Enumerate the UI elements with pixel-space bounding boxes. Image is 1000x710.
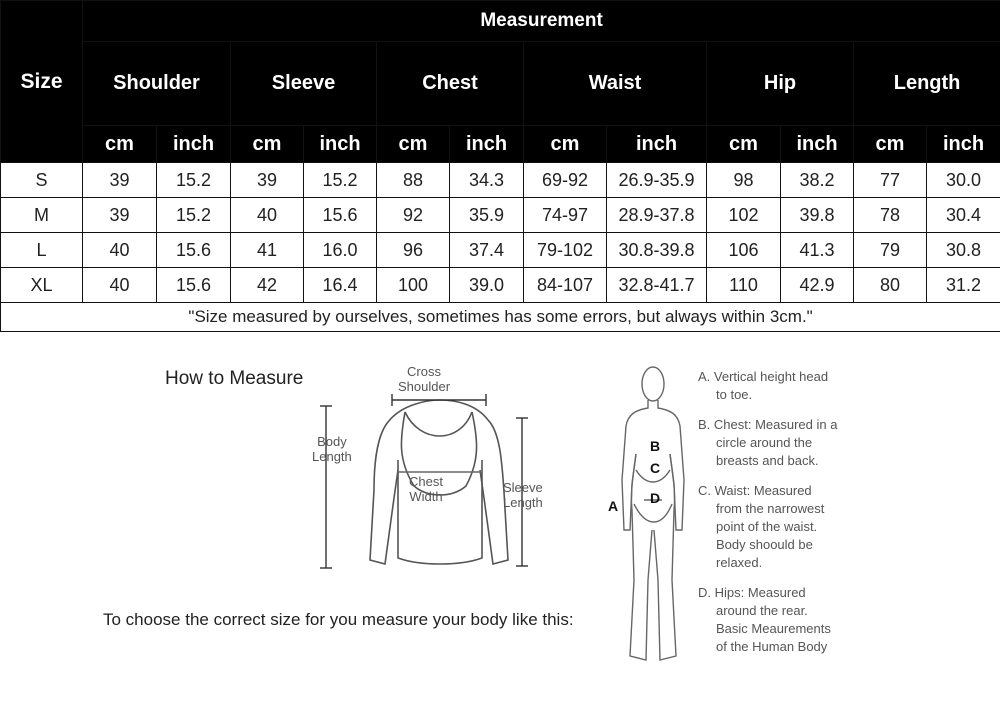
table-cell: 35.9 — [450, 198, 524, 233]
choose-size-text: To choose the correct size for you measure your body like this: — [103, 610, 574, 629]
table-cell: 15.2 — [157, 163, 231, 198]
size-cell: M — [1, 198, 83, 233]
note-b: B. Chest: Measured in a circle around the breasts and back. — [698, 417, 838, 468]
note-c: C. Waist: Measured from the narrowest point of the waist. Body shoould be relaxed. — [698, 483, 825, 570]
table-cell: 40 — [83, 233, 157, 268]
letter-c: C — [650, 460, 661, 476]
group-header-hip: Hip — [707, 42, 854, 126]
table-cell: 96 — [377, 233, 450, 268]
cross-shoulder-label: Cross Shoulder — [398, 364, 451, 394]
group-header-length: Length — [854, 42, 1000, 126]
unit-header-inch: inch — [450, 126, 524, 163]
table-cell: 15.6 — [304, 198, 377, 233]
table-note: "Size measured by ourselves, sometimes has some errors, but always within 3cm." — [1, 303, 1000, 332]
table-cell: 30.4 — [927, 198, 1000, 233]
size-cell: L — [1, 233, 83, 268]
table-cell: 32.8-41.7 — [607, 268, 707, 303]
table-cell: 40 — [83, 268, 157, 303]
table-cell: 102 — [707, 198, 781, 233]
table-cell: 15.2 — [304, 163, 377, 198]
table-cell: 39.0 — [450, 268, 524, 303]
table-cell: 39.8 — [781, 198, 854, 233]
table-cell: 39 — [231, 163, 304, 198]
table-cell: 41 — [231, 233, 304, 268]
table-row — [1, 268, 1000, 303]
table-cell: 84-107 — [524, 268, 607, 303]
table-cell: 30.8-39.8 — [607, 233, 707, 268]
chest-width-label: Chest Width — [409, 474, 443, 504]
sleeve-length-label: Sleeve Length — [503, 480, 543, 510]
table-cell: 80 — [854, 268, 927, 303]
table-cell: 74-97 — [524, 198, 607, 233]
letter-a: A — [608, 498, 619, 514]
table-cell: 30.0 — [927, 163, 1000, 198]
table-cell: 39 — [83, 198, 157, 233]
table-cell: 39 — [83, 163, 157, 198]
unit-header-cm: cm — [707, 126, 781, 163]
unit-header-cm: cm — [524, 126, 607, 163]
size-header: Size — [1, 1, 83, 163]
table-cell: 31.2 — [927, 268, 1000, 303]
size-cell: XL — [1, 268, 83, 303]
unit-header-cm: cm — [231, 126, 304, 163]
table-cell: 79-102 — [524, 233, 607, 268]
table-cell: 100 — [377, 268, 450, 303]
table-cell: 79 — [854, 233, 927, 268]
table-cell: 28.9-37.8 — [607, 198, 707, 233]
table-cell: 106 — [707, 233, 781, 268]
unit-header-cm: cm — [854, 126, 927, 163]
size-chart-table — [0, 0, 1000, 332]
table-cell: 15.6 — [157, 233, 231, 268]
table-cell: 78 — [854, 198, 927, 233]
table-cell: 16.4 — [304, 268, 377, 303]
group-header-shoulder: Shoulder — [83, 42, 231, 126]
group-header-waist: Waist — [524, 42, 707, 126]
table-row — [1, 163, 1000, 198]
table-cell: 42.9 — [781, 268, 854, 303]
unit-header-cm: cm — [83, 126, 157, 163]
note-a: A. Vertical height head to toe. — [698, 369, 829, 402]
table-cell: 30.8 — [927, 233, 1000, 268]
table-cell: 15.6 — [157, 268, 231, 303]
unit-header-inch: inch — [781, 126, 854, 163]
measurement-notes — [698, 368, 868, 668]
unit-header-cm: cm — [377, 126, 450, 163]
size-cell: S — [1, 163, 83, 198]
table-cell: 77 — [854, 163, 927, 198]
table-cell: 26.9-35.9 — [607, 163, 707, 198]
group-header-sleeve: Sleeve — [231, 42, 377, 126]
measure-guide — [0, 332, 1000, 710]
table-cell: 41.3 — [781, 233, 854, 268]
unit-header-inch: inch — [607, 126, 707, 163]
table-cell: 42 — [231, 268, 304, 303]
letter-b: B — [650, 438, 661, 454]
human-body-diagram — [600, 360, 690, 670]
table-row — [1, 198, 1000, 233]
table-cell: 88 — [377, 163, 450, 198]
table-cell: 37.4 — [450, 233, 524, 268]
body-length-label: Body Length — [312, 434, 352, 464]
letter-d: D — [650, 490, 661, 506]
unit-header-inch: inch — [927, 126, 1000, 163]
table-cell: 98 — [707, 163, 781, 198]
table-row — [1, 233, 1000, 268]
table-cell: 38.2 — [781, 163, 854, 198]
table-cell: 16.0 — [304, 233, 377, 268]
table-cell: 34.3 — [450, 163, 524, 198]
how-to-measure-title: How to Measure — [165, 368, 304, 389]
note-d: D. Hips: Measured around the rear. Basic Meaurements of the Human Body — [698, 585, 831, 654]
unit-header-inch: inch — [157, 126, 231, 163]
unit-header-inch: inch — [304, 126, 377, 163]
table-cell: 110 — [707, 268, 781, 303]
table-cell: 40 — [231, 198, 304, 233]
measurement-header: Measurement — [83, 1, 1000, 42]
table-cell: 15.2 — [157, 198, 231, 233]
table-cell: 92 — [377, 198, 450, 233]
group-header-chest: Chest — [377, 42, 524, 126]
table-cell: 69-92 — [524, 163, 607, 198]
